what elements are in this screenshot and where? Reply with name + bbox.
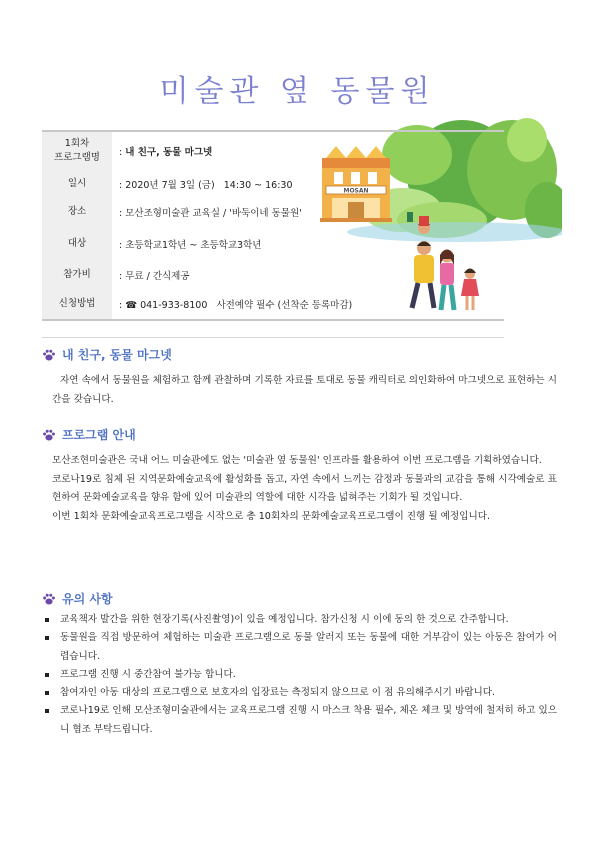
- fee-value: : 무료 / 간식제공: [119, 270, 190, 282]
- paw-icon: [42, 428, 56, 442]
- museum-sign: MOSAN: [343, 187, 369, 195]
- apply-value: : ☎ 041-933-8100 사전예약 필수 (선착순 등록마감): [119, 300, 353, 311]
- program-value: : 내 친구, 동물 마그넷: [119, 147, 213, 158]
- section-heading-magnet: 내 친구, 동물 마그넷: [42, 346, 172, 363]
- date-label: 일시: [42, 170, 112, 197]
- target-value: : 초등학교1학년 ~ 초등학교3학년: [119, 239, 262, 251]
- program-info-table: [42, 130, 504, 321]
- section-body-magnet: 자연 속에서 동물원을 체험하고 함께 관찰하며 기록한 자료를 토대로 동물 캐릭터로 의인화하여 마그넷으로 표현하는 시간을 갖습니다.: [52, 375, 557, 405]
- place-value: : 모산조형미술관 교육실 / '바둑이네 동물원': [119, 208, 302, 219]
- page-title: 미술관 옆 동물원: [159, 74, 436, 109]
- info-row-target: [42, 227, 504, 260]
- info-row-date: [42, 170, 504, 197]
- list-item: 코로나19로 인해 모산조형미술관에서는 교육프로그램 진행 시 마스크 착용 필수, 체온 체크 및 방역에 철저히 하고 있으니 협조 부탁드립니다.: [42, 702, 557, 739]
- list-item: 참여자인 아동 대상의 프로그램으로 보호자의 입장료는 측정되지 않으므로 이 점 유의해주시기 바랍니다.: [42, 684, 557, 702]
- place-label: 장소: [42, 197, 112, 227]
- paw-icon: [42, 348, 56, 362]
- info-row-program: [42, 132, 504, 170]
- info-row-fee: [42, 260, 504, 289]
- section-divider: [42, 337, 504, 338]
- section-heading-notes: 유의 사항: [42, 590, 113, 607]
- list-item: 교육책자 발간을 위한 현장기록(사진촬영)이 있을 예정입니다. 참가신청 시 이에 동의 한 것으로 간주합니다.: [42, 611, 557, 629]
- list-item: 프로그램 진행 시 중간참여 불가능 합니다.: [42, 666, 557, 684]
- notes-list: [42, 611, 557, 739]
- date-value: : 2020년 7월 3일 (금) 14:30 ~ 16:30: [119, 179, 293, 191]
- fee-label: 참가비: [42, 260, 112, 289]
- section-body-guide: 모산조현미술관은 국내 어느 미술관에도 없는 '미술관 옆 동물원' 인프라를 활용하여 이번 프로그램을 기획하였습니다. 코로나19로 침체 된 지역문화예술교육에 활성화를 돕고, 자연 속에서 느끼는 감정과 동물과의 교감을 통해 시각예술로 표현하여 문화예술교육을 향유 함에 있어 미술관의 역할에 대한 시각을 넓혀주는 기회가 될 것입니다. 이번 1회차 문화예술교육프로그램을 시작으로 총 10회차의 문화예술교육프로그램이 진행 될 예정입니다.: [52, 455, 557, 522]
- apply-label: 신청방법: [42, 289, 112, 319]
- info-row-apply: [42, 289, 504, 319]
- paw-icon: [42, 592, 56, 606]
- section-heading-guide: 프로그램 안내: [42, 426, 136, 443]
- list-item: 동물원을 직접 방문하여 체험하는 미술관 프로그램으로 동물 알러지 또는 동물에 대한 거부감이 있는 아동은 참여가 어렵습니다.: [42, 629, 557, 666]
- info-row-place: [42, 197, 504, 227]
- program-label: 1회차 프로그램명: [42, 132, 112, 170]
- target-label: 대상: [42, 227, 112, 260]
